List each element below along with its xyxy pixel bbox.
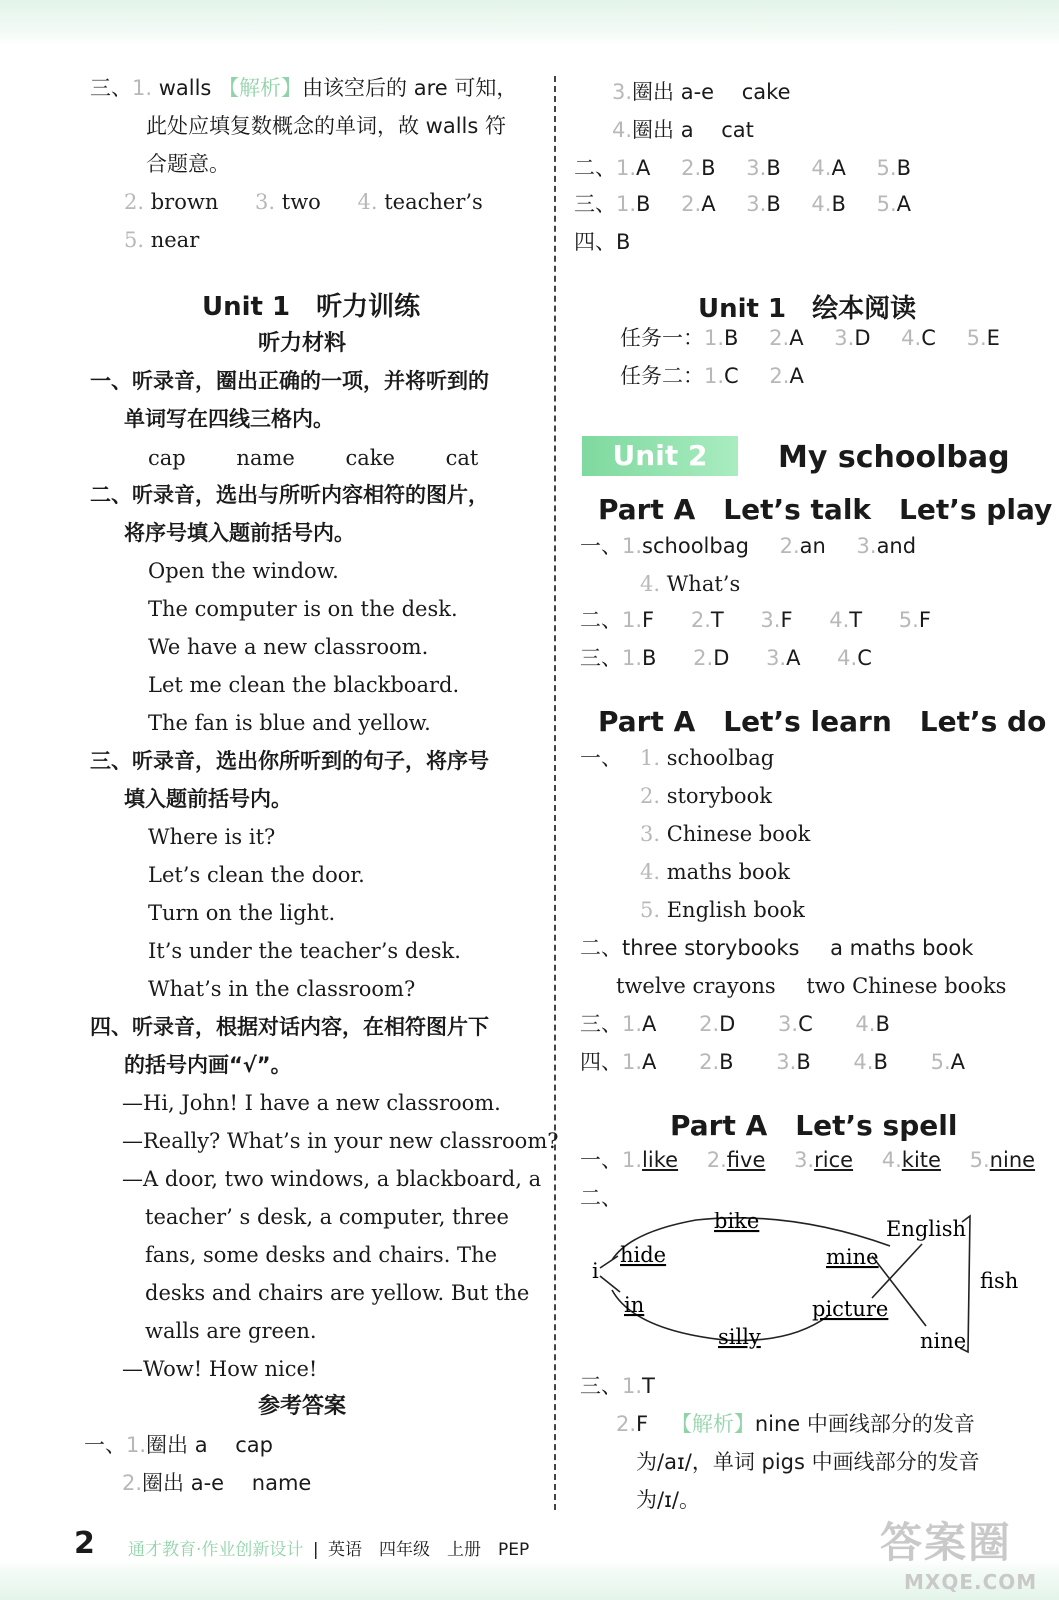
dialog-line: —Hi, John! I have a new classroom.: [122, 1091, 501, 1115]
list-item: cap: [148, 446, 186, 470]
question-1-cont: 单词写在四线三格内。: [124, 407, 334, 431]
list-item: cat: [445, 446, 479, 470]
answer-word: storybook: [666, 784, 772, 808]
connector-line: [600, 1276, 620, 1292]
section-title: Unit 1 绘本阅读: [698, 294, 917, 324]
answer-letter: T: [710, 608, 724, 632]
num-label: 一、: [84, 1433, 126, 1457]
spell-3-2: 2.F 【解析】nine 中画线部分的发音: [616, 1412, 975, 1436]
top-decorative-band: [0, 0, 1059, 46]
analysis-tag: 【解析】: [670, 1412, 755, 1436]
list-item: What’s in the classroom?: [148, 977, 416, 1001]
num-label: 一、: [580, 534, 622, 558]
diagram-word: hide: [620, 1243, 667, 1267]
learn-1-label: 一、: [580, 746, 622, 770]
answer-row-san: 三、1.B 2.A 3.B 4.B 5.A: [574, 192, 911, 216]
answer-1-4: 4.圈出 a cat: [612, 118, 754, 142]
answer-word: nine: [989, 1148, 1036, 1172]
answer-word: brown: [150, 190, 219, 214]
analysis-text: 由该空后的 are 可知，: [302, 76, 518, 100]
question-1: 一、听录音，圈出正确的一项，并将听到的: [90, 369, 489, 393]
dialog-line: —Wow! How nice!: [122, 1357, 318, 1381]
subject-label: 英语 四年级 上册 PEP: [327, 1540, 530, 1560]
part-title: Part A Let’s talk Let’s play: [598, 493, 1053, 526]
list-item: Open the window.: [148, 559, 339, 583]
answer-letter: B: [701, 156, 716, 180]
watermark-text: 答案圈: [880, 1518, 1013, 1567]
list-item: We have a new classroom.: [148, 635, 429, 659]
list-item: 1. schoolbag: [640, 746, 775, 770]
answer-letter: T: [849, 608, 863, 632]
answer-letter: T: [642, 1374, 655, 1398]
task-label: 任务一：: [620, 326, 704, 350]
num-label: 三、: [580, 1012, 622, 1036]
part-title: Part A Let’s learn Let’s do: [598, 705, 1047, 738]
diagram-word: English: [886, 1217, 967, 1241]
answer-letter: D: [719, 1012, 736, 1036]
subsection-title: 听力材料: [258, 331, 347, 356]
analysis-line-3: 合题意。: [146, 152, 230, 176]
answer-letter: C: [798, 1012, 813, 1036]
answer-letter: A: [701, 192, 716, 216]
list-item: cake: [345, 446, 395, 470]
watermark-logo: [880, 1510, 1037, 1594]
question-2: 二、听录音，选出与所听内容相符的图片，: [90, 483, 489, 507]
answer-letter: A: [831, 156, 846, 180]
diagram-word: mine: [826, 1245, 879, 1269]
answer-letter: B: [831, 192, 846, 216]
answer-word: English book: [666, 898, 805, 922]
talk-1-cont: 4. What’s: [640, 572, 741, 596]
answer-word: Chinese book: [666, 822, 811, 846]
answer-letter: E: [986, 326, 1000, 350]
answer-letter: F: [636, 1412, 649, 1436]
answer-word: and: [876, 534, 917, 558]
talk-1: 一、1.schoolbag 2.an 3.and: [580, 534, 917, 558]
word-list: [148, 444, 478, 472]
num-label: 三、: [90, 76, 132, 100]
list-item: It’s under the teacher’s desk.: [148, 939, 461, 963]
connector-line: [600, 1256, 618, 1268]
page-number: 2: [74, 1526, 95, 1561]
task-1: 任务一：1.B 2.A 3.D 4.C 5.E: [620, 326, 1000, 350]
task-label: 任务二：: [620, 364, 704, 388]
list-item: 3. Chinese book: [640, 822, 811, 846]
subsection-title: 参考答案: [258, 1394, 347, 1419]
answer-letter: A: [950, 1050, 965, 1074]
answer-letter: B: [873, 1050, 888, 1074]
answer-letter: A: [789, 364, 804, 388]
answer-word: like: [642, 1148, 679, 1172]
column-divider: [554, 76, 556, 1510]
answer-text: 圈出 a cat: [632, 118, 754, 142]
answer-letter: C: [724, 364, 739, 388]
answer-word: rice: [814, 1148, 854, 1172]
section-title: Unit 1 听力训练: [202, 292, 421, 322]
answer-san: 三、1. walls 【解析】由该空后的 are 可知，: [90, 76, 518, 100]
answer-letter: A: [636, 156, 651, 180]
dialog-line: teacher’ s desk, a computer, three: [145, 1205, 509, 1229]
answer-word: schoolbag: [666, 746, 775, 770]
word-connection-diagram: [590, 1212, 1040, 1372]
answer-letter: B: [642, 646, 657, 670]
analysis-line-2: 此处应填复数概念的单词，故 walls 符: [146, 114, 507, 138]
dialog-line: desks and chairs are yellow. But the: [145, 1281, 530, 1305]
answer-letter: B: [796, 1050, 811, 1074]
unit-title: My schoolbag: [778, 440, 1010, 475]
answer-word: What’s: [666, 572, 741, 596]
question-3: 三、听录音，选出你所听到的句子，将序号: [90, 749, 489, 773]
learn-2-cont: [616, 972, 1006, 1000]
unit-badge: Unit 2: [582, 436, 738, 476]
answer-text: 圈出 a cap: [146, 1433, 274, 1457]
answer-letter: A: [642, 1012, 657, 1036]
task-2: 任务二：1.C 2.A: [620, 364, 804, 388]
diagram-word: nine: [920, 1329, 967, 1353]
answer-text: 圈出 a-e name: [142, 1471, 312, 1495]
answer-word: maths book: [666, 860, 791, 884]
question-4-cont: 的括号内画“√”。: [124, 1053, 292, 1077]
answer-letter: F: [780, 608, 793, 632]
dialog-line: walls are green.: [145, 1319, 317, 1343]
part-title: Part A Let’s spell: [670, 1109, 958, 1142]
list-item: 5. English book: [640, 898, 805, 922]
footer-info: 通才教育·作业创新设计 | 英语 四年级 上册 PEP: [128, 1540, 530, 1560]
num-label: 三、: [580, 646, 622, 670]
list-item: Turn on the light.: [148, 901, 336, 925]
answer-letter: B: [636, 192, 651, 216]
answer-word: three storybooks: [622, 936, 800, 960]
answer-letter: B: [875, 1012, 890, 1036]
answer-letter: C: [921, 326, 936, 350]
answer-word: an: [799, 534, 826, 558]
answer-word: near: [150, 228, 200, 252]
analysis-line-3: 为/ɪ/。: [636, 1488, 700, 1512]
answer-letter: C: [857, 646, 872, 670]
answer-row-er: 二、1.A 2.B 3.B 4.A 5.B: [574, 156, 911, 180]
num-label: 三、: [574, 192, 616, 216]
talk-3: 三、1.B 2.D 3.A 4.C: [580, 646, 872, 670]
answer-word: walls: [158, 76, 212, 100]
analysis-text: nine 中画线部分的发音: [754, 1412, 975, 1436]
connector-line: [872, 1244, 922, 1298]
diagram-word: fish: [980, 1269, 1019, 1293]
num-label: 四、: [580, 1050, 622, 1074]
answer-letter: B: [719, 1050, 734, 1074]
num-label: 二、: [580, 936, 622, 960]
answer-word: twelve crayons: [616, 974, 776, 998]
diagram-word: bike: [714, 1212, 760, 1233]
num-label: 二、: [574, 156, 616, 180]
list-item: The computer is on the desk.: [148, 597, 458, 621]
answer-row-5: 5. near: [124, 228, 200, 252]
answer-letter: F: [642, 608, 655, 632]
question-4: 四、听录音，根据对话内容，在相符图片下: [90, 1015, 489, 1039]
list-item: name: [236, 446, 295, 470]
learn-3: 三、1.A 2.D 3.C 4.B: [580, 1012, 890, 1036]
learn-4: 四、1.A 2.B 3.B 4.B 5.A: [580, 1050, 965, 1074]
question-2-cont: 将序号填入题前括号内。: [124, 521, 355, 545]
analysis-line-2: 为/aɪ/，单词 pigs 中画线部分的发音: [636, 1450, 980, 1474]
answer-1-3: 3.圈出 a-e cake: [612, 80, 791, 104]
answer-letter: B: [766, 192, 781, 216]
answer-letter: B: [724, 326, 739, 350]
answer-row-2-4: 2. brown 3. two 4. teacher’s: [124, 190, 483, 214]
answer-word: kite: [901, 1148, 941, 1172]
series-name: 通才教育·作业创新设计: [128, 1540, 304, 1560]
answer-letter: A: [642, 1050, 657, 1074]
answer-word: a maths book: [830, 936, 974, 960]
answer-letter: A: [786, 646, 801, 670]
answer-letter: B: [766, 156, 781, 180]
analysis-tag: 【解析】: [218, 76, 303, 100]
talk-2: 二、1.F 2.T 3.F 4.T 5.F: [580, 608, 931, 632]
spell-2-label: 二、: [580, 1186, 622, 1210]
answer-1-1: 一、1.圈出 a cap: [84, 1433, 274, 1457]
answer-letter: A: [896, 192, 911, 216]
answer-word: teacher’s: [384, 190, 483, 214]
diagram-word: silly: [718, 1325, 761, 1349]
answer-letter: F: [918, 608, 931, 632]
dialog-line: —A door, two windows, a blackboard, a: [122, 1167, 542, 1191]
answer-word: five: [726, 1148, 766, 1172]
answer-word: two Chinese books: [806, 974, 1007, 998]
list-item: 2. storybook: [640, 784, 772, 808]
watermark-url: MXQE.COM: [904, 1570, 1038, 1594]
num-label: 一、: [580, 1148, 622, 1172]
list-item: The fan is blue and yellow.: [148, 711, 431, 735]
answer-letter: A: [789, 326, 804, 350]
list-item: 4. maths book: [640, 860, 791, 884]
diagram-word: in: [624, 1293, 645, 1317]
question-3-cont: 填入题前括号内。: [124, 787, 292, 811]
answer-1-2: 2.圈出 a-e name: [122, 1471, 312, 1495]
answer-letter: D: [854, 326, 871, 350]
spell-1: 一、1.like 2.five 3.rice 4.kite 5.nine: [580, 1148, 1036, 1172]
answer-letter: B: [896, 156, 911, 180]
dialog-line: fans, some desks and chairs. The: [145, 1243, 498, 1267]
num-label: 二、: [580, 608, 622, 632]
answer-row-si: 四、B: [574, 230, 631, 254]
answer-letter: D: [713, 646, 730, 670]
answer-text: 圈出 a-e cake: [632, 80, 791, 104]
list-item: Let’s clean the door.: [148, 863, 365, 887]
list-item: Let me clean the blackboard.: [148, 673, 460, 697]
spell-3: 三、1.T: [580, 1374, 655, 1398]
diagram-word: picture: [812, 1297, 889, 1321]
num-label: 三、: [580, 1374, 622, 1398]
diagram-word: i: [592, 1259, 599, 1283]
answer-word: schoolbag: [642, 534, 749, 558]
dialog-line: —Really? What’s in your new classroom?: [122, 1129, 559, 1153]
answer-word: two: [281, 190, 321, 214]
learn-2: [580, 934, 973, 962]
list-item: Where is it?: [148, 825, 276, 849]
